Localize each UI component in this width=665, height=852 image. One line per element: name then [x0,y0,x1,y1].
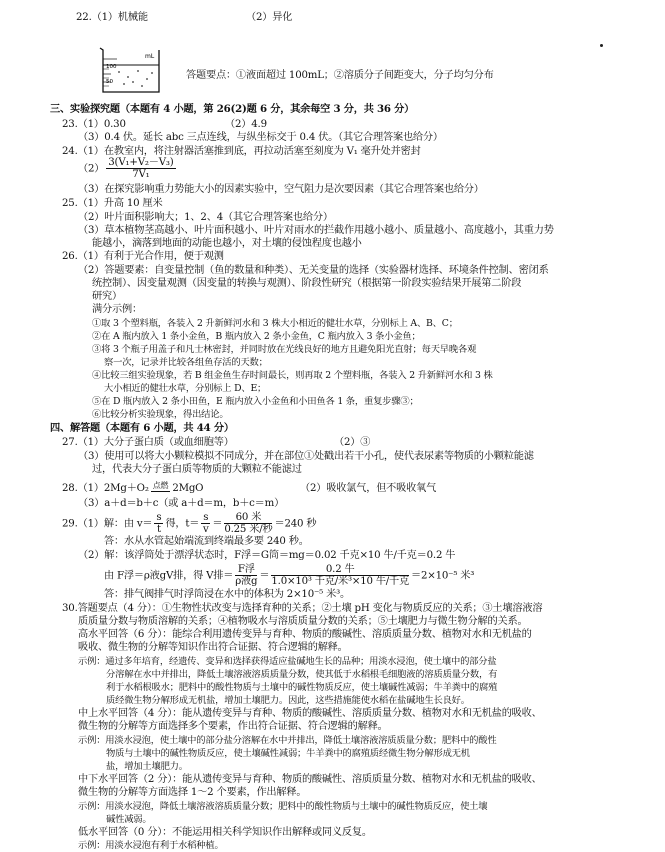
q29-2-text-b: ＝ [259,570,270,582]
q23-1: 23.（1）0.30 [62,119,126,130]
q24-2-denominator: 7V₁ [132,169,150,180]
q25-3b: 能越小，滴落到地面的动能也越小，对土壤的侵蚀程度也越小 [92,238,362,249]
q30-low-ex: 示例：用淡水浸泡有利于水稻种植。 [78,840,224,851]
q26-step4a: ④比较三组实验现象，若 B 组金鱼生存时间最长，则再取 2 个塑料瓶，各装入 2 升新鲜河水和 3 株 [92,370,493,381]
q28-1-condition [151,480,171,496]
q22-1: 22.（1）机械能 [76,12,148,23]
q26-step1: ①取 3 个塑料瓶，各装入 2 升新鲜河水和 3 株大小相近的健壮水草，分别标上 A、B、C； [92,318,458,329]
q24-2 [78,157,178,180]
q29-1-frac3-n: 60 米 [224,512,272,524]
q28-1-reactants: 28.（1）2Mg＋O₂ [62,483,149,494]
q30-points-b: 质质量分数与物质溶解的关系；④植物吸水与溶质质量分数的关系；⑤土壤肥力与微生物分解的关系。 [78,616,528,627]
q26-2b: 统控制）、因变量观测（因变量的转换与观测）、阶段性研究（根据第一阶段实验结果开展第二阶段 [92,278,522,289]
q29-1-text-a: 29.（1）解：由 v＝ [62,518,153,530]
q29-2-solution: （2）解：该浮筒处于漂浮状态时，F浮＝G筒＝mg＝0.02 千克×10 牛/千克＝0.2 牛 [78,550,456,561]
q30-high-ex-b: 分溶解在水中并排出，降低土壤溶液溶质质量分数，使其低于水稻根毛细胞液的溶质质量分数，有 [106,669,498,680]
q27-3a: （3）使用可以将大小颗粒模拟不同成分，并在部位①处戳出若干小孔，使代表尿素等物质的小颗粒能滤 [78,451,534,462]
q26-step3a: ③将 3 个瓶子用盖子和凡士林密封，并同时放在光线良好的地方且避免阳光直射；每天早晚各观 [92,344,477,355]
q25-1: 25.（1）升高 10 厘米 [62,198,163,209]
q24-2-label: （2） [78,163,105,175]
q28-2: （2）吸收氯气，但不吸收氧气 [300,483,437,494]
q29-2-frac2-n: 0.2 牛 [271,564,409,576]
q30-low: 低水平回答（0 分）：不能运用相关科学知识作出解释或同义反复。 [78,827,372,838]
q30-points-a: 30.答题要点（4 分）：①生物性状改变与选择育种的关系；②土壤 pH 变化与物质反应的关系；③土壤溶液溶 [62,603,543,614]
section4-heading: 四、解答题（本题有 6 小题，共 44 分） [50,422,234,434]
q30-high-ex-d: 质经微生物分解形成无机盐，增加土壤肥力。因此，这些措施能使水稻在盐碱地生长良好。 [106,695,470,706]
q26-step5: ⑤在 D 瓶内放入 2 条小田鱼，E 瓶内放入小金鱼和小田鱼各 1 条，重复步骤③； [92,396,419,407]
q30-midlow-b: 微生物的分解等方面选择 1～2 个要素，作出解释。 [78,787,307,798]
q30-high-ex-c: 利于水稻根吸水；肥料中的酸性物质与土壤中的碱性物质反应，使土壤碱性减弱；牛羊粪中的腐殖 [106,682,498,693]
q24-2-fraction [106,157,175,180]
beaker-mark-100: 100 [106,64,117,70]
q24-3: （3）在探究影响重力势能大小的因素实验中，空气阻力是次要因素（其它合理答案也给分） [78,184,484,195]
q28-1-product: 2MgO [172,483,204,494]
q26-step2: ②在 A 瓶内放入 1 条小金鱼，B 瓶内放入 2 条小金鱼，C 瓶内放入 3 条小金鱼； [92,331,421,342]
q29-1-text-c: ＝ [212,518,223,530]
q27-3b: 过，代表大分子蛋白质等物质的大颗粒不能滤过 [92,464,302,475]
q29-2-formula [104,564,474,587]
q24-2-numerator: 3(V₁+V₂－V₃) [108,157,174,168]
q29-1-frac3-d: 0.25 米/秒 [224,524,273,535]
q28-1 [62,480,203,496]
q29-2-frac1-n: F浮 [235,564,257,576]
q30-midhigh-ex-b: 物质与土壤中的碱性物质反应，使土壤碱性减弱；牛羊粪中的腐殖质经微生物分解形成无机 [106,748,470,759]
q29-1-frac2 [201,512,210,535]
q27-2: （2）③ [334,437,371,448]
q30-midhigh-ex-c: 盐，增加土壤肥力。 [106,761,188,772]
q29-1-frac1 [154,512,163,535]
q29-2-text-a: 由 F浮＝ρ液gV排，得 V排＝ [104,570,234,582]
q24-1: 24.（1）在教室内，将注射器活塞推到底，再拉动活塞至刻度为 V₁ 毫升处并密封 [62,146,421,157]
q30-midlow-a: 中下水平回答（2 分）：能从遗传变异与育种、物质的酸碱性、溶质质量分数、植物对水和无机盐的吸收、 [78,774,542,785]
q26-2a: （2）答题要素：自变量控制（鱼的数量和种类）、无关变量的选择（实验器材选择、环境条件控制、密闭系 [78,265,549,276]
q25-2: （2）叶片面积影响大；1、2、4（其它合理答案也给分） [78,212,333,223]
q30-high-ex-a: 示例：通过多年培育，经遗传、变异和选择获得适应盐碱地生长的品种；用淡水浸泡，使土壤中的部分盐 [78,656,497,667]
q29-1-frac1-d: t [156,524,161,535]
q26-1: 26.（1）有利于光合作用，便于观测 [62,251,224,262]
q30-high-a: 高水平回答（6 分）：能综合利用遗传变异与育种、物质的酸碱性、溶质质量分数、植物对水和无机盐的 [78,629,532,640]
q29-1-solution [62,512,316,535]
q26-example-title: 满分示例： [92,304,142,315]
q30-midhigh-a: 中上水平回答（4 分）：能从遗传变异与育种、物质的酸碱性、溶质质量分数、植物对水和无机盐的吸收、 [78,708,542,719]
q23-2: （2）4.9 [225,119,267,130]
q23-3: （3）0.4 伏。延长 abc 三点连线，与纵坐标交于 0.4 伏。（其它合理答案也给分） [78,132,443,143]
q26-step4b: 大小相近的健壮水草，分别标上 D、E； [104,383,267,394]
q29-2-frac2-d: 1.0×10³ 千克/米³×10 牛/千克 [271,576,410,587]
q22-points: 答题要点：①液面超过 100mL；②溶质分子间距变大，分子均匀分布 [186,70,494,81]
q26-step3b: 察一次，记录并比较各组鱼存活的天数； [104,357,268,368]
q29-1-frac3 [224,512,272,535]
q22-2: （2）异化 [246,12,293,23]
q29-1-frac2-n: s [203,512,209,523]
section3-heading: 三、实验探究题（本题有 4 小题，第 26(2)题 6 分，其余每空 3 分，共 36 分） [50,103,415,115]
q29-1-text-b: 得，t＝ [165,518,200,530]
scan-speck [600,44,603,47]
q30-midhigh-b: 微生物的分解等方面选择多个要素，作出符合证据、符合逻辑的解释。 [78,721,388,732]
q30-midlow-ex-b: 碱性减弱。 [106,814,152,825]
beaker-mark-50: 50 [106,79,113,85]
q30-midhigh-ex-a: 示例：用淡水浸泡，使土壤中的部分盐分溶解在水中并排出，降低土壤溶液溶质质量分数；肥料中的酸性 [78,735,497,746]
q27-1: 27.（1）大分子蛋白质（或血细胞等） [62,437,234,448]
q29-2-frac1 [235,564,257,587]
q26-2c: 研究） [92,291,122,302]
q29-2-frac1-d: ρ液g [235,576,258,587]
q29-1-frac1-n: s [156,512,162,523]
q29-1-answer: 答：水从水管起始端流到终端最多要 240 秒。 [104,536,309,547]
q29-2-answer: 答：排气阀排气时浮筒浸在水中的体积为 2×10⁻⁵ 米³。 [104,589,350,600]
q28-1-condition-text: 点燃 [152,481,169,490]
q30-midlow-ex-a: 示例：用淡水浸泡，降低土壤溶液溶质质量分数；肥料中的酸性物质与土壤中的碱性物质反应，使土壤 [78,801,488,812]
q29-2-frac2 [271,564,409,587]
q26-step6: ⑥比较分析实验现象，得出结论。 [92,409,229,420]
q30-high-b: 吸收、微生物的分解等知识作出符合证据、符合逻辑的解释。 [78,642,348,653]
q25-3a: （3）草本植物茎高越小、叶片面积越小、叶片对雨水的拦截作用越小越小、质量越小、高度越小，其重力势 [78,225,554,236]
beaker-diagram [97,46,167,94]
q28-3: （3）a＋d＝b＋c（或 a＋d＝m，b＋c＝m） [78,498,285,509]
q29-1-frac2-d: v [203,524,209,535]
q29-1-text-d: ＝240 秒 [274,518,317,530]
q29-2-text-c: ＝2×10⁻⁵ 米³ [411,570,475,582]
beaker-unit-label: mL [145,53,155,60]
